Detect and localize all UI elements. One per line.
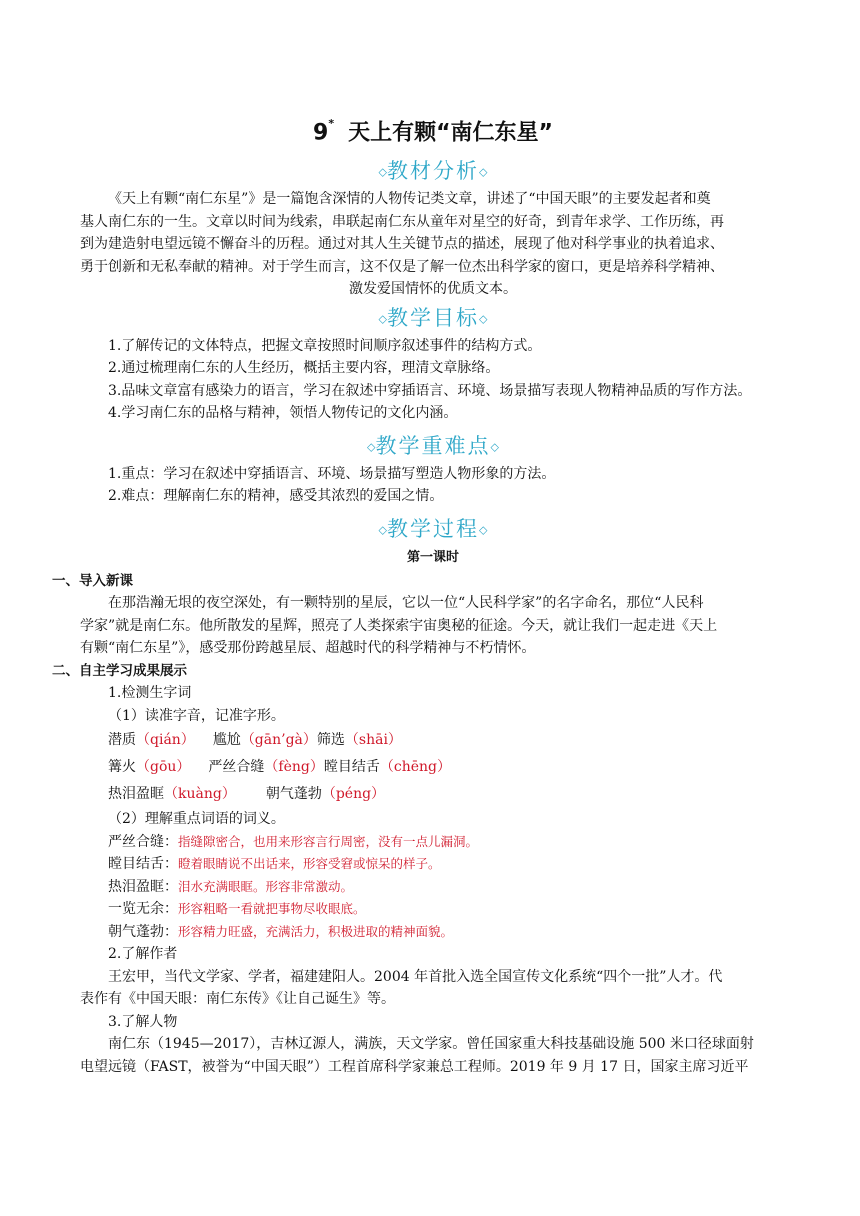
analysis-paragraph: 《天上有颗“南仁东星”》是一篇饱含深情的人物传记类文章，讲述了“中国天眼”的主要发起者和奠 基人南仁东的一生。文章以时间为线索，串联起南仁东从童年对星空的好奇，到青年求学、工作历练，再 到为建造射电望远镜不懈奋斗的历程。通过对其人生关键节点的描述，展现了他对科学事业的执着追求、 勇于创新和无私奉献的精神。对于学生而言，这不仅是了解一位杰出科学家的窗口，更是培养科学精神、 激发爱国情怀的优质文本。 bbox=[80, 191, 724, 297]
pinyin-row bbox=[80, 781, 786, 808]
author-paragraph: 王宏甲，当代文学家、学者，福建建阳人。2004 年首批入选全国宣传文化系统“四个一批”人才。代 表作有《中国天眼：南仁东传》《让自己诞生》等。 bbox=[80, 968, 723, 1007]
diamond-icon: ◇ bbox=[378, 165, 387, 179]
intro-paragraph: 在那浩瀚无垠的夜空深处，有一颗特别的星辰，它以一位“人民科学家”的名字命名，那位“人民科 学家”就是南仁东。他所散发的星辉，照亮了人类探索宇宙奥秘的征途。今天，就让我们一起走进《天上 有颗“南仁东星”》，感受那份跨越星辰、超越时代的科学精神与不朽情怀。 bbox=[80, 595, 718, 656]
diamond-icon: ◇ bbox=[490, 440, 499, 453]
list-item: 1.重点：学习在叙述中穿插语言、环境、场景描写塑造人物形象的方法。 bbox=[108, 465, 556, 482]
pinyin: （qián） bbox=[136, 732, 195, 748]
section-heading-analysis: ◇教材分析◇ bbox=[378, 159, 488, 183]
diamond-icon: ◇ bbox=[479, 523, 488, 536]
pinyin-row bbox=[80, 727, 786, 754]
word: 筛选 bbox=[316, 732, 345, 748]
lesson-period: 第一课时 bbox=[406, 549, 459, 565]
goals-list bbox=[80, 335, 786, 425]
definition-item: 严丝合缝：指缝隙密合，也用来形容言行周密，没有一点儿漏洞。 bbox=[108, 833, 479, 850]
diamond-icon: ◇ bbox=[378, 312, 387, 325]
word: 严丝合缝 bbox=[208, 759, 265, 775]
diamond-icon: ◇ bbox=[479, 312, 488, 325]
list-item: 4.学习南仁东的品格与精神，领悟人物传记的文化内涵。 bbox=[108, 405, 458, 421]
optional-star: * bbox=[328, 117, 335, 130]
part-heading: 一、导入新课 bbox=[52, 572, 133, 589]
pinyin: （chēng） bbox=[379, 759, 451, 775]
item-heading: 1.检测生字词 bbox=[108, 685, 192, 701]
word: 热泪盈眶 bbox=[108, 786, 164, 802]
pinyin-row bbox=[80, 754, 786, 781]
word: 瞠目结舌 bbox=[323, 759, 380, 775]
definition-item: 一览无余：形容粗略一看就把事物尽收眼底。 bbox=[108, 901, 366, 917]
definitions-list bbox=[80, 831, 786, 944]
definition-item: 朝气蓬勃：形容精力旺盛，充满活力，积极进取的精神面貌。 bbox=[108, 923, 454, 940]
pinyin: （shāi） bbox=[344, 732, 402, 748]
diamond-icon: ◇ bbox=[378, 523, 387, 536]
list-item: 1.了解传记的文体特点，把握文章按照时间顺序叙述事件的结构方式。 bbox=[108, 337, 542, 354]
word: 尴尬 bbox=[212, 732, 241, 748]
document-page bbox=[52, 112, 786, 1078]
diamond-icon: ◇ bbox=[479, 165, 488, 179]
section-heading-goals: ◇教学目标◇ bbox=[378, 305, 488, 330]
lesson-title bbox=[80, 112, 786, 144]
item-subheading: （1）读准字音，记准字形。 bbox=[108, 707, 285, 724]
item-heading: 2.了解作者 bbox=[108, 946, 178, 962]
part-heading: 二、自主学习成果展示 bbox=[52, 662, 187, 679]
list-item: 2.难点：理解南仁东的精神，感受其浓烈的爱国之情。 bbox=[108, 488, 444, 504]
pinyin: （kuàng） bbox=[164, 786, 236, 802]
item-heading: 3.了解人物 bbox=[108, 1013, 178, 1030]
person-paragraph: 南仁东（1945—2017），吉林辽源人，满族，天文学家。曾任国家重大科技基础设施 500 米口径球面射 电望远镜（FAST，被誉为“中国天眼”）工程首席科学家兼总工程师。2019 年 9 月 17 日，国家主席习近平 bbox=[80, 1036, 754, 1075]
pinyin: （gān’gà） bbox=[240, 732, 317, 748]
list-item: 3.品味文章富有感染力的语言，学习在叙述中穿插语言、环境、场景描写表现人物精神品质的写作方法。 bbox=[108, 382, 752, 399]
list-item: 2.通过梳理南仁东的人生经历，概括主要内容，理清文章脉络。 bbox=[108, 360, 500, 376]
keypoints-list bbox=[80, 463, 786, 508]
word: 朝气蓬勃 bbox=[265, 786, 322, 802]
definition-item: 瞠目结舌：瞪着眼睛说不出话来，形容受窘或惊呆的样子。 bbox=[108, 856, 441, 872]
item-subheading: （2）理解重点词语的词义。 bbox=[108, 811, 285, 827]
pinyin: （fèng） bbox=[264, 759, 324, 775]
word: 篝火 bbox=[108, 759, 136, 775]
pinyin: （péng） bbox=[321, 786, 386, 802]
section-heading-process: ◇教学过程◇ bbox=[378, 516, 488, 541]
pinyin: （gōu） bbox=[136, 759, 191, 775]
section-heading-keypoints: ◇教学重难点◇ bbox=[367, 433, 499, 458]
lesson-number: 9 bbox=[313, 120, 329, 146]
diamond-icon: ◇ bbox=[367, 440, 376, 453]
word: 潜质 bbox=[108, 732, 136, 748]
lesson-title-text: 天上有颗“南仁东星” bbox=[348, 120, 553, 146]
definition-item: 热泪盈眶：泪水充满眼眶。形容非常激动。 bbox=[108, 878, 354, 895]
